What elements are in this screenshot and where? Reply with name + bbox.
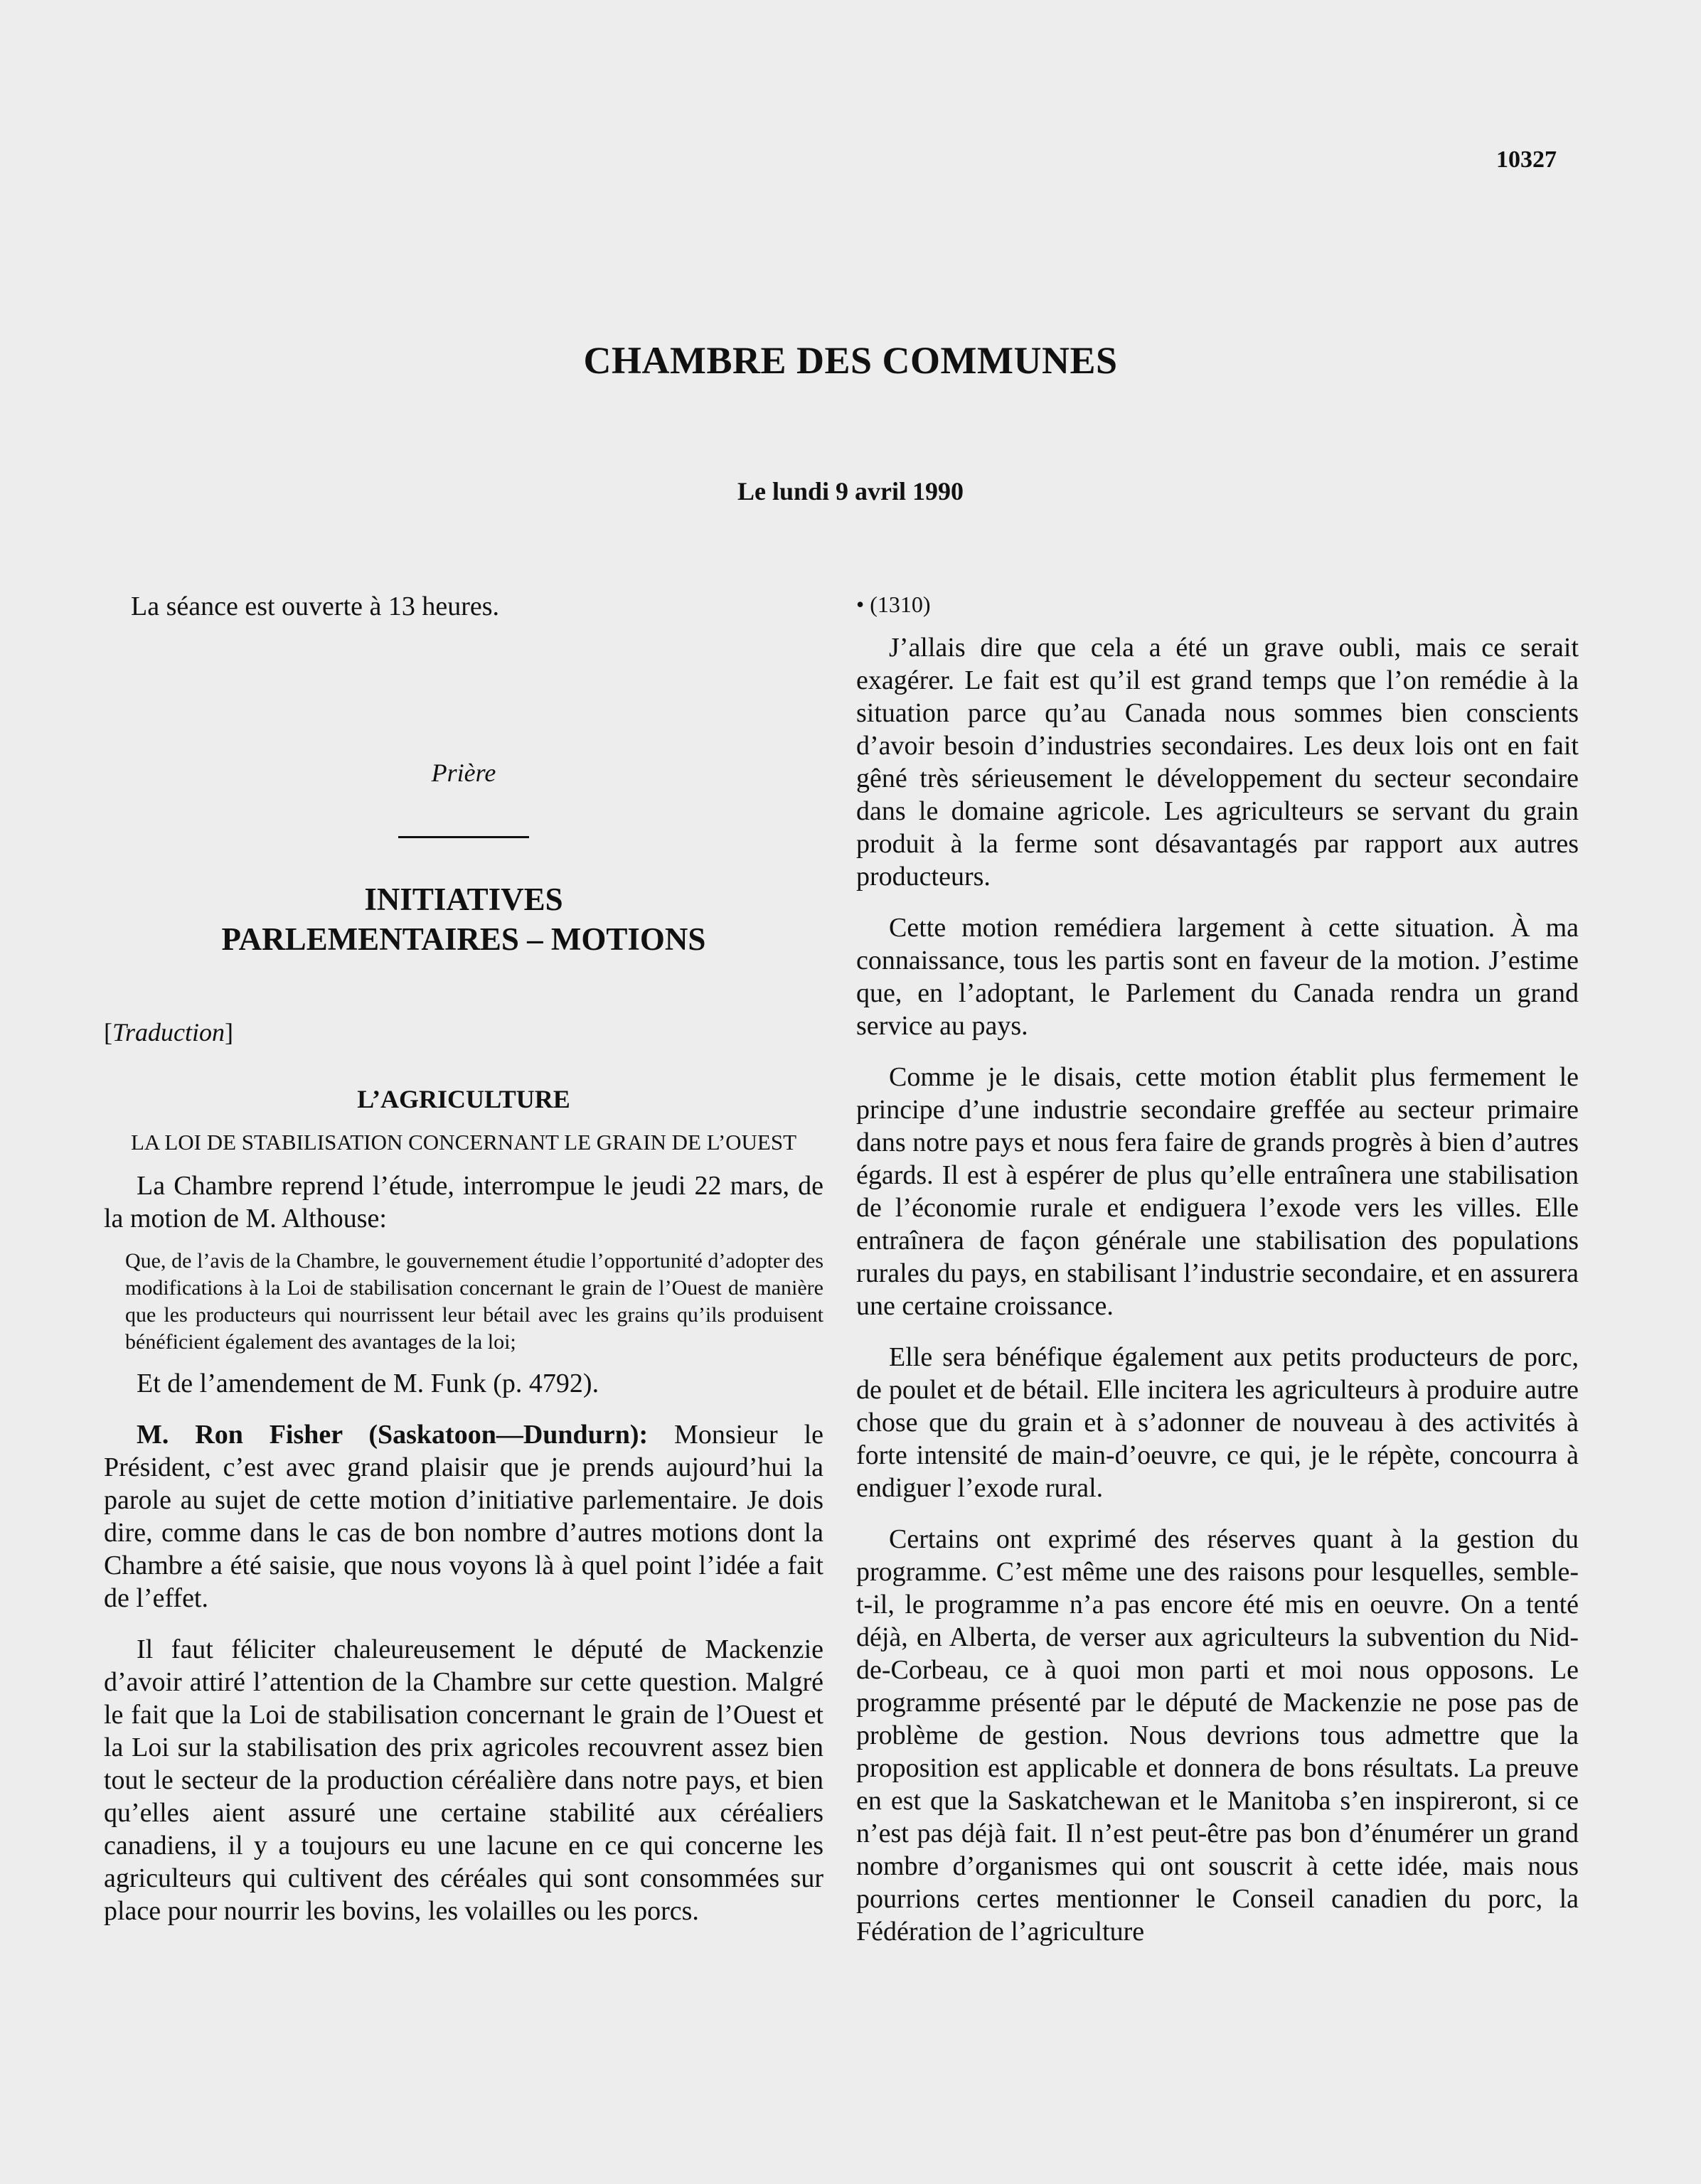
time-marker: • (1310) bbox=[856, 592, 931, 617]
resume-paragraph: La Chambre reprend l’étude, interrompue le jeudi 22 mars, de la motion de M. Althouse: bbox=[104, 1171, 823, 1233]
section-title-line2: PARLEMENTAIRES – MOTIONS bbox=[221, 921, 706, 957]
page-title: CHAMBRE DES COMMUNES bbox=[583, 339, 1118, 382]
left-column bbox=[104, 590, 823, 1927]
translation-label: Traduction bbox=[112, 1018, 225, 1046]
translation-note: [Traduction] bbox=[104, 1018, 234, 1046]
right-paragraph-3: Comme je le disais, cette motion établit plus fermement le principe d’une industrie secondaire greffée au secteur primaire dans notre pays et nous fera faire de grands progrès à bien d’autres égards. Il est à espérer de plus qu’elle entraînera une stabilisation de l’économie rurale et endiguera l’exode vers les villes. Elle entraînera de façon générale une stabilisation des populations rurales du pays, en stabilisant l’industrie secondaire, et en assurera une certaine croissance. bbox=[856, 1062, 1579, 1321]
speech-paragraph-1 bbox=[104, 1418, 823, 1615]
motion-text: Que, de l’avis de la Chambre, le gouvernement étudie l’opportunité d’adopter des modifications à la Loi de stabilisation concernant le grain de l’Ouest de manière que les producteurs qui nourrissent leur bétail avec les grains qu’ils produisent bénéficient également des avantages de la loi; bbox=[125, 1249, 823, 1354]
right-column bbox=[856, 590, 1579, 1948]
sitting-opening: La séance est ouverte à 13 heures. bbox=[131, 592, 500, 621]
speaker-name: M. Ron Fisher (Saskatoon—Dundurn): bbox=[137, 1420, 649, 1450]
right-paragraph-2: Cette motion remédiera largement à cette situation. À ma connaissance, tous les partis sont en faveur de la motion. J’estime que, en l’adoptant, le Parlement du Canada rendra un grand service au pays. bbox=[856, 913, 1579, 1041]
page-number: 10327 bbox=[1496, 146, 1557, 173]
right-paragraph-4: Elle sera bénéfique également aux petits producteurs de porc, de poulet et de bétail. Elle incitera les agriculteurs à produire autre chose que du grain et à s’adonner de nouveau à des activités à forte intensité de main-d’oeuvre, ce qui, je le répète, concourra à endiguer l’exode rural. bbox=[856, 1342, 1579, 1503]
amendment-paragraph: Et de l’amendement de M. Funk (p. 4792). bbox=[137, 1369, 599, 1398]
sitting-date: Le lundi 9 avril 1990 bbox=[737, 477, 964, 505]
speech-text-1: Monsieur le Président, c’est avec grand plaisir que je prends aujourd’hui la parole au sujet de cette motion d’initiative parlementaire. Je dois dire, comme dans le cas de bon nombre d’autres motions dont la Chambre a été saisie, que nous voyons là à quel point l’idée a fait de l’effet. bbox=[104, 1420, 823, 1613]
subject-heading: L’AGRICULTURE bbox=[357, 1085, 570, 1113]
speech-paragraph-2: Il faut féliciter chaleureusement le député de Mackenzie d’avoir attiré l’attention de la Chambre sur cette question. Malgré le fait que la Loi de stabilisation concernant le grain de l’Ouest et la Loi sur la stabilisation des prix agricoles recouvrent assez bien tout le secteur de la production céréalière dans notre pays, et bien qu’elles aient assuré une certaine stabilité aux céréaliers canadiens, il y a toujours eu une lacune en ce qui concerne les agriculteurs qui cultivent des céréales qui sont consommées sur place pour nourrir les bovins, les volailles ou les porcs. bbox=[104, 1634, 823, 1926]
divider-rule bbox=[398, 836, 529, 838]
section-title bbox=[104, 879, 823, 959]
right-paragraph-5: Certains ont exprimé des réserves quant à la gestion du programme. C’est même une des raisons pour lesquelles, semble-t-il, le programme n’a pas encore été mis en oeuvre. On a tenté déjà, en Alberta, de verser aux agriculteurs la subvention du Nid-de-Corbeau, ce à quoi mon parti et moi nous opposons. Le programme présenté par le député de Mackenzie ne pose pas de problème de gestion. Nous devrions tous admettre que la proposition est applicable et donnera de bons résultats. La preuve en est que la Saskatchewan et le Manitoba s’en inspireront, si ce n’est pas déjà fait. Il n’est peut-être pas bon d’énumérer un grand nombre d’organismes qui ont souscrit à cette idée, mais nous pourrions certes mentionner le Conseil canadien du porc, la Fédération de l’agriculture bbox=[856, 1524, 1579, 1947]
subsubject-heading: LA LOI DE STABILISATION CONCERNANT LE GRAIN DE L’OUEST bbox=[130, 1130, 797, 1155]
priere-heading: Prière bbox=[431, 759, 496, 787]
right-paragraph-1: J’allais dire que cela a été un grave oubli, mais ce serait exagérer. Le fait est qu’il est grand temps que l’on remédie à la situation parce qu’au Canada nous sommes bien conscients d’avoir besoin d’industries secondaires. Les deux lois ont en fait gêné très sérieusement le développement du secteur secondaire dans le domaine agricole. Les agriculteurs se servant du grain produit à la ferme sont désavantagés par rapport aux autres producteurs. bbox=[856, 633, 1579, 892]
section-title-line1: INITIATIVES bbox=[364, 882, 563, 917]
